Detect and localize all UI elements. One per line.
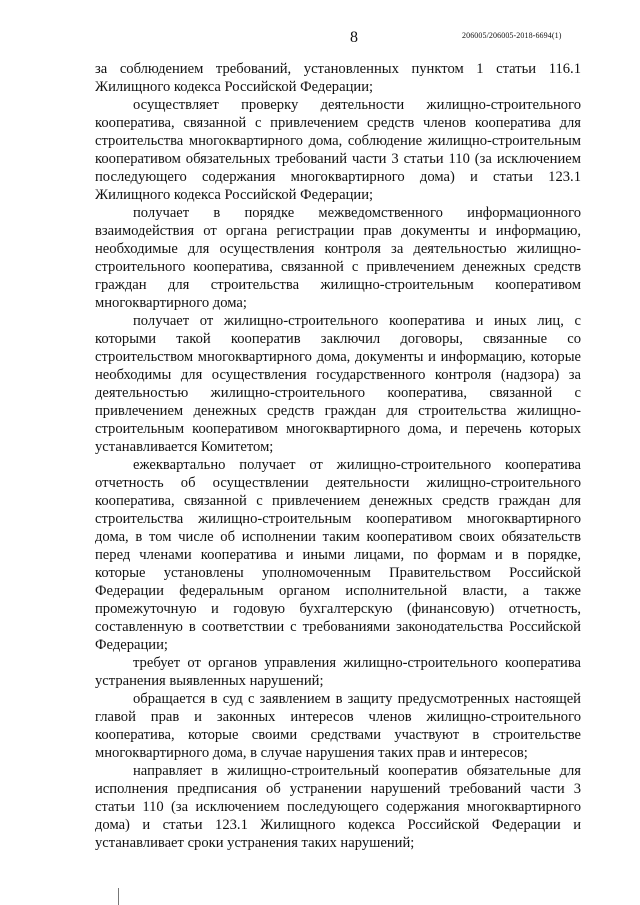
- paragraph-1: за соблюдением требований, установленных пунктом 1 статьи 116.1 Жилищного кодекса Российской Федерации;: [95, 61, 581, 95]
- page-number: 8: [350, 29, 358, 46]
- document-body: [95, 60, 581, 852]
- paragraph-8: направляет в жилищно-строительный кооператив обязательные для исполнения предписания об устранении нарушений требований части 3 статьи 110 (за исключением последующего содержания многоквартирного дома) и статьи 123.1 Жилищного кодекса Российской Федерации и устанавливает сроки устранения таких нарушений;: [95, 763, 581, 851]
- paragraph-5: ежеквартально получает от жилищно-строительного кооператива отчетность об осуществлении деятельности жилищно-строительного кооператива, связанной с привлечением денежных средств граждан для строительства жилищно-строительным кооперативом многоквартирного дома, в том числе об исполнении таким кооперативом своих обязательств перед членами кооператива и иными лицами, по формам и в порядке, которые установлены уполномоченным Правительством Российской Федерации федеральным органом исполнительной власти, а также промежуточную и годовую бухгалтерскую (финансовую) отчетность, составленную в соответствии с требованиями законодательства Российской Федерации;: [95, 457, 581, 653]
- scan-artifact-line: [118, 888, 119, 905]
- paragraph-2: осуществляет проверку деятельности жилищно-строительного кооператива, связанной с привлечением средств членов кооператива для строительства многоквартирного дома, соблюдение жилищно-строительным кооперативом обязательных требований части 3 статьи 110 (за исключением последующего содержания многоквартирного дома) и статьи 123.1 Жилищного кодекса Российской Федерации;: [95, 97, 581, 203]
- paragraph-4: получает от жилищно-строительного кооператива и иных лиц, с которыми такой кооператив заключил договоры, связанные со строительством многоквартирного дома, документы и информацию, которые необходимы для осуществления государственного контроля (надзора) за деятельностью жилищно-строительного кооператива, связанной с привлечением денежных средств граждан для строительства жилищно-строительным кооперативом многоквартирного дома, и перечень которых устанавливается Комитетом;: [95, 313, 581, 455]
- paragraph-3: получает в порядке межведомственного информационного взаимодействия от органа регистрации прав документы и информацию, необходимые для осуществления контроля за деятельностью жилищно-строительного кооператива, связанной с привлечением денежных средств граждан для строительства жилищно-строительным кооперативом многоквартирного дома;: [95, 205, 581, 311]
- paragraph-6: требует от органов управления жилищно-строительного кооператива устранения выявленных нарушений;: [95, 655, 581, 689]
- document-id: 206005/206005-2018-6694(1): [462, 31, 562, 40]
- paragraph-7: обращается в суд с заявлением в защиту предусмотренных настоящей главой прав и законных интересов членов жилищно-строительного кооператива, которые своими средствами участвуют в строительстве многоквартирного дома, в случае нарушения таких прав и интересов;: [95, 691, 581, 761]
